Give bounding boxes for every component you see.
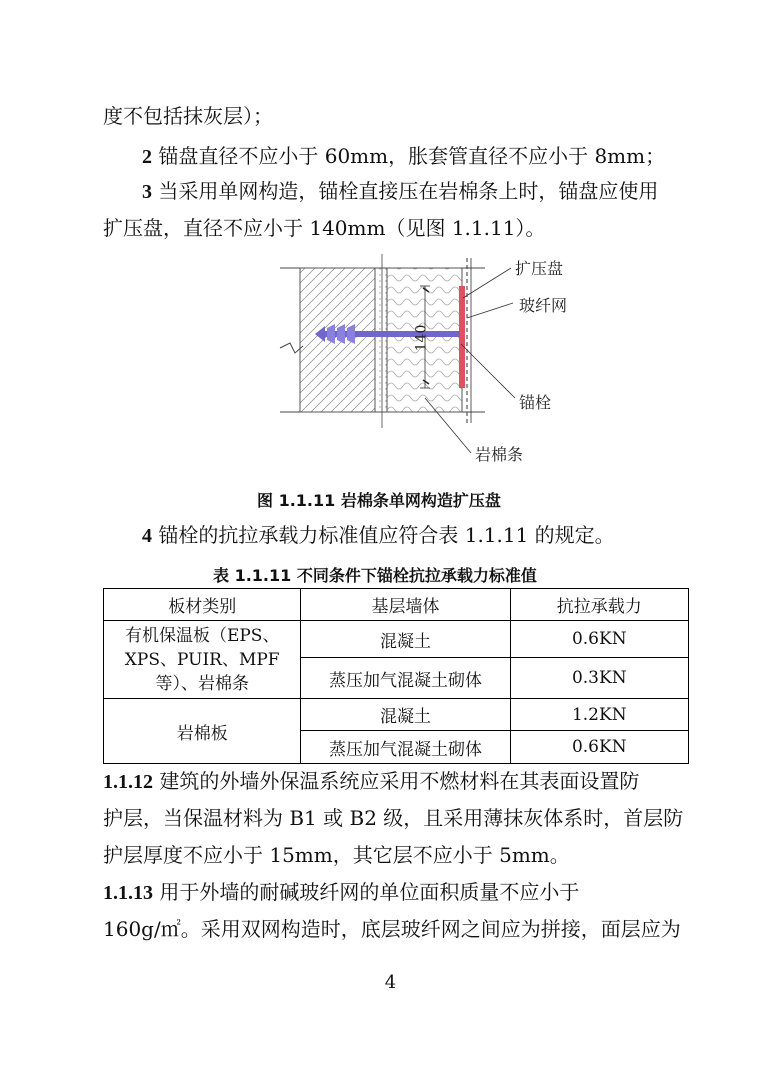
header-cell: 基层墙体 bbox=[301, 589, 510, 621]
section-text: 用于外墙的耐碱玻纤网的单位面积质量不应小于 bbox=[159, 880, 580, 904]
item-3-line2 bbox=[103, 213, 545, 243]
header-cell: 板材类别 bbox=[104, 589, 301, 621]
item-text: 锚栓的抗拉承载力标准值应符合表 1.1.11 的规定。 bbox=[158, 523, 615, 547]
category-line: 有机保温板（EPS、 bbox=[124, 625, 280, 646]
wall-cell: 混凝土 bbox=[301, 699, 510, 731]
paragraph-text: 度不包括抹灰层）； bbox=[103, 104, 273, 128]
item-number: 4 bbox=[142, 525, 152, 547]
item-text: 扩压盘，直径不应小于 140mm（见图 1.1.11）。 bbox=[103, 216, 546, 240]
item-4 bbox=[142, 520, 615, 551]
label-dimension: 140 bbox=[413, 324, 430, 352]
table-row bbox=[104, 699, 689, 731]
section-1-1-12-line2 bbox=[103, 803, 683, 833]
category-cell: 岩棉板 bbox=[104, 699, 301, 764]
anchor-diagram-svg bbox=[275, 248, 595, 468]
page-number: 4 bbox=[384, 972, 397, 993]
capacity-cell: 0.6KN bbox=[510, 731, 688, 764]
section-number: 1.1.12 bbox=[103, 771, 153, 793]
item-number: 2 bbox=[142, 146, 152, 168]
wall-cell: 蒸压加气混凝土砌体 bbox=[301, 658, 510, 699]
label-rock-wool-strip: 岩棉条 bbox=[475, 445, 524, 464]
paragraph-continuation bbox=[103, 101, 273, 131]
item-text: 锚盘直径不应小于 60mm，胀套管直径不应小于 8mm； bbox=[158, 144, 666, 168]
label-expand-disc: 扩压盘 bbox=[515, 259, 564, 278]
section-text: 160g/㎡。采用双网构造时，底层玻纤网之间应为拼接，面层应为 bbox=[103, 917, 681, 941]
capacity-cell: 1.2KN bbox=[510, 699, 688, 731]
section-text: 建筑的外墙外保温系统应采用不燃材料在其表面设置防 bbox=[159, 769, 640, 793]
anchor-capacity-table bbox=[103, 588, 689, 764]
label-fiber-mesh: 玻纤网 bbox=[519, 296, 568, 315]
category-line: XPS、PUIR、MPF bbox=[124, 649, 280, 670]
section-text: 护层厚度不应小于 15mm，其它层不应小于 5mm。 bbox=[103, 843, 570, 867]
section-number: 1.1.13 bbox=[103, 882, 153, 904]
section-1-1-12-line1 bbox=[103, 766, 639, 797]
table-row bbox=[104, 621, 689, 658]
anchor-diagram bbox=[275, 248, 595, 468]
item-number: 3 bbox=[142, 181, 152, 203]
item-text: 当采用单网构造，锚栓直接压在岩棉条上时，锚盘应使用 bbox=[158, 179, 659, 203]
figure-caption: 图 1.1.11 岩棉条单网构造扩压盘 bbox=[257, 491, 501, 510]
header-cell: 抗拉承载力 bbox=[510, 589, 688, 621]
category-line: 等）、岩棉条 bbox=[155, 673, 249, 694]
table-title: 表 1.1.11 不同条件下锚栓抗拉承载力标准值 bbox=[213, 566, 537, 585]
item-3-line1 bbox=[142, 176, 658, 207]
section-1-1-12-line3 bbox=[103, 840, 570, 870]
section-text: 护层，当保温材料为 B1 或 B2 级，且采用薄抹灰体系时，首层防 bbox=[103, 806, 684, 830]
label-anchor: 锚栓 bbox=[519, 393, 552, 412]
capacity-cell: 0.6KN bbox=[510, 621, 688, 658]
item-2 bbox=[142, 141, 665, 172]
wall-cell: 蒸压加气混凝土砌体 bbox=[301, 731, 510, 764]
table-header-row bbox=[104, 589, 689, 621]
category-cell bbox=[104, 621, 301, 699]
wall-cell: 混凝土 bbox=[301, 621, 510, 658]
capacity-cell: 0.3KN bbox=[510, 658, 688, 699]
section-1-1-13-line2 bbox=[103, 914, 681, 944]
section-1-1-13-line1 bbox=[103, 877, 579, 908]
